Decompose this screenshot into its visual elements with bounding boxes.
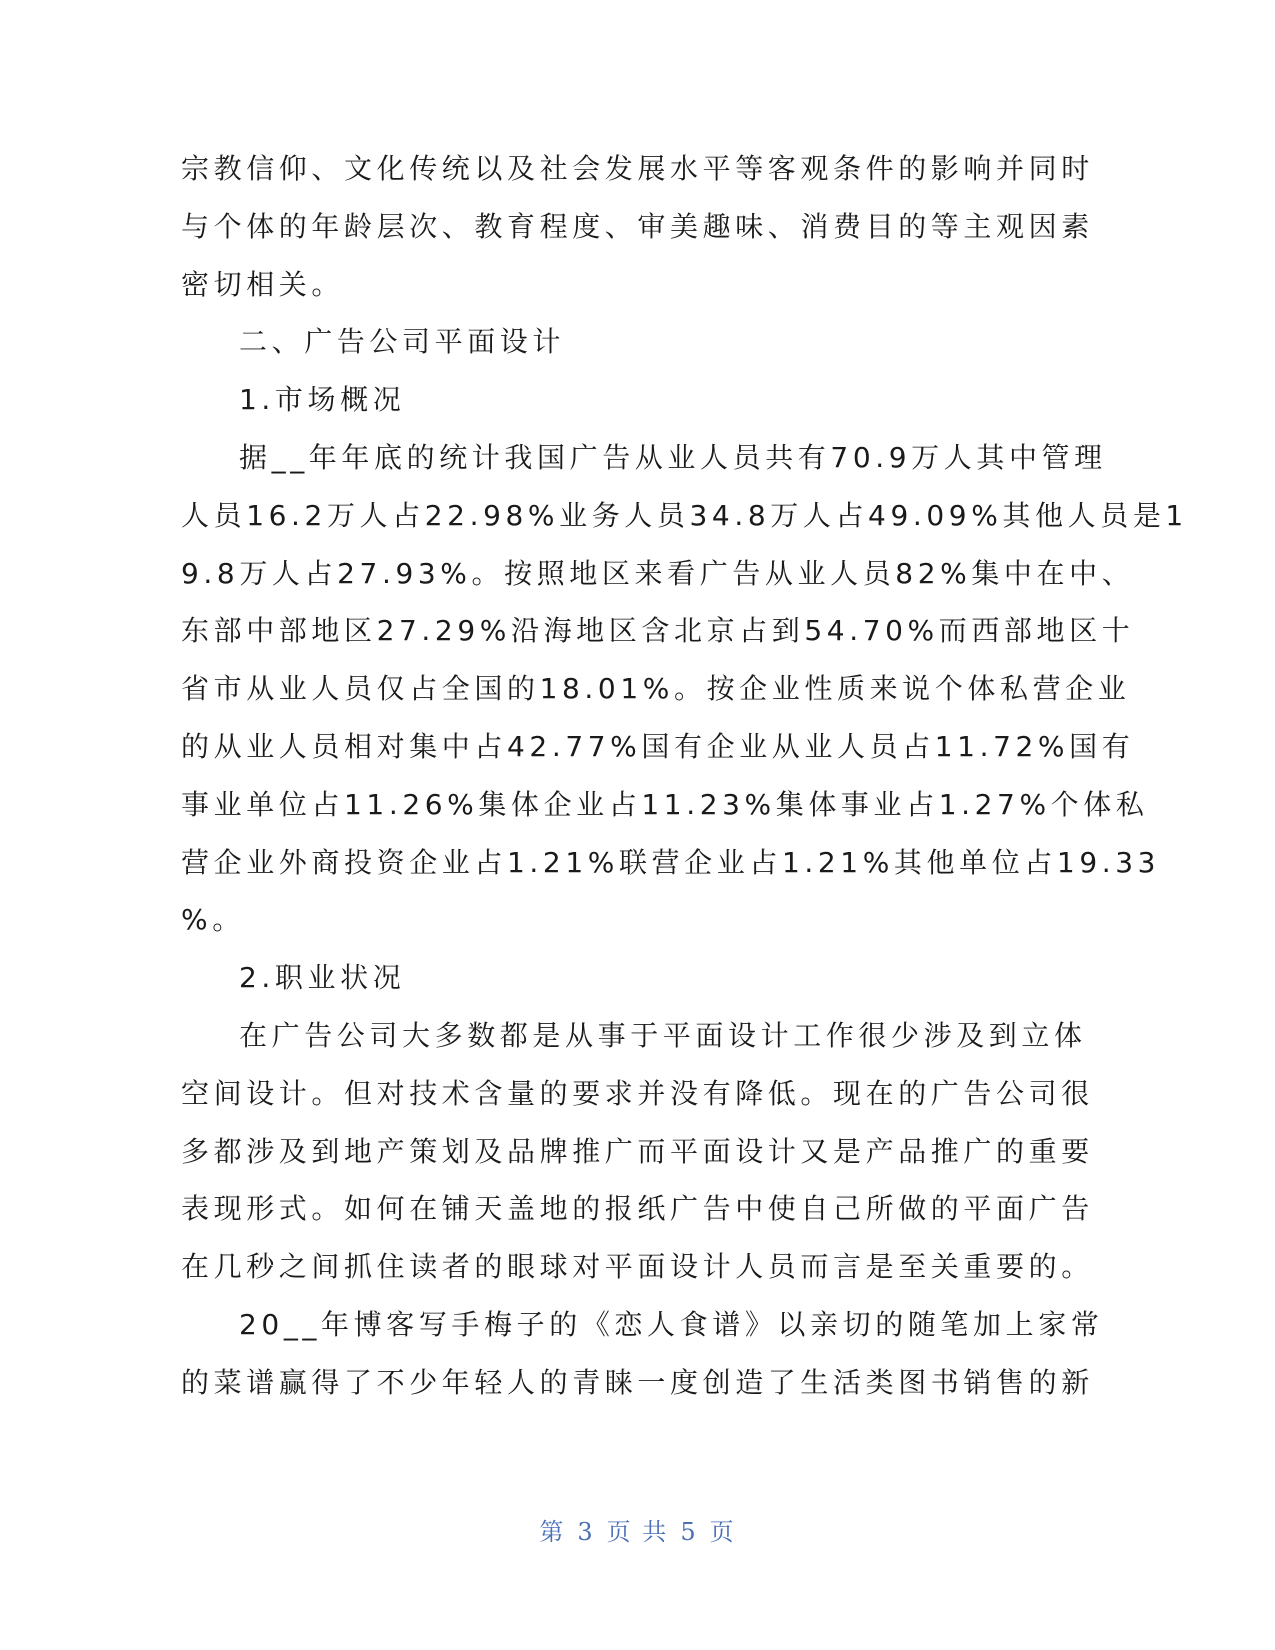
text-line: 在广告公司大多数都是从事于平面设计工作很少涉及到立体 <box>239 1018 1087 1052</box>
footer-suffix: 页 <box>709 1518 736 1546</box>
text-line: 省市从业人员仅占全国的18.01%。按企业性质来说个体私营企业 <box>181 672 1131 706</box>
text-line: 营企业外商投资企业占1.21%联营企业占1.21%其他单位占19.33 <box>181 845 1161 879</box>
text-line: 二、广告公司平面设计 <box>239 325 566 359</box>
footer-prefix: 第 <box>539 1518 566 1546</box>
text-line: 空间设计。但对技术含量的要求并没有降低。现在的广告公司很 <box>181 1076 1094 1110</box>
footer-current-page: 3 <box>577 1518 595 1546</box>
text-line: 与个体的年龄层次、教育程度、审美趣味、消费目的等主观因素 <box>181 209 1094 243</box>
page-footer <box>0 1512 1275 1547</box>
text-line: %。 <box>181 903 245 937</box>
text-line: 密切相关。 <box>181 267 345 301</box>
text-line: 2.职业状况 <box>239 961 406 995</box>
text-line: 在几秒之间抓住读者的眼球对平面设计人员而言是至关重要的。 <box>181 1250 1094 1284</box>
document-body <box>181 140 1188 1412</box>
text-line: 9.8万人占27.93%。按照地区来看广告从业人员82%集中在中、 <box>181 556 1135 590</box>
text-line: 1.市场概况 <box>239 383 406 417</box>
text-line: 事业单位占11.26%集体企业占11.23%集体事业占1.27%个体私 <box>181 787 1149 821</box>
text-line: 的菜谱赢得了不少年轻人的青睐一度创造了生活类图书销售的新 <box>181 1365 1094 1399</box>
text-line: 的从业人员相对集中占42.77%国有企业从业人员占11.72%国有 <box>181 729 1135 763</box>
text-line: 多都涉及到地产策划及品牌推广而平面设计又是产品推广的重要 <box>181 1134 1094 1168</box>
footer-total-pages: 5 <box>680 1518 698 1546</box>
text-line: 东部中部地区27.29%沿海地区含北京占到54.70%而西部地区十 <box>181 614 1135 648</box>
text-line: 20__年博客写手梅子的《恋人食谱》以亲切的随笔加上家常 <box>239 1307 1104 1341</box>
text-line: 人员16.2万人占22.98%业务人员34.8万人占49.09%其他人员是1 <box>181 498 1188 532</box>
footer-middle: 页 共 <box>606 1518 669 1546</box>
text-line: 表现形式。如何在铺天盖地的报纸广告中使自己所做的平面广告 <box>181 1192 1094 1226</box>
text-line: 宗教信仰、文化传统以及社会发展水平等客观条件的影响并同时 <box>181 152 1094 185</box>
text-line: 据__年年底的统计我国广告从业人员共有70.9万人其中管理 <box>239 440 1107 474</box>
